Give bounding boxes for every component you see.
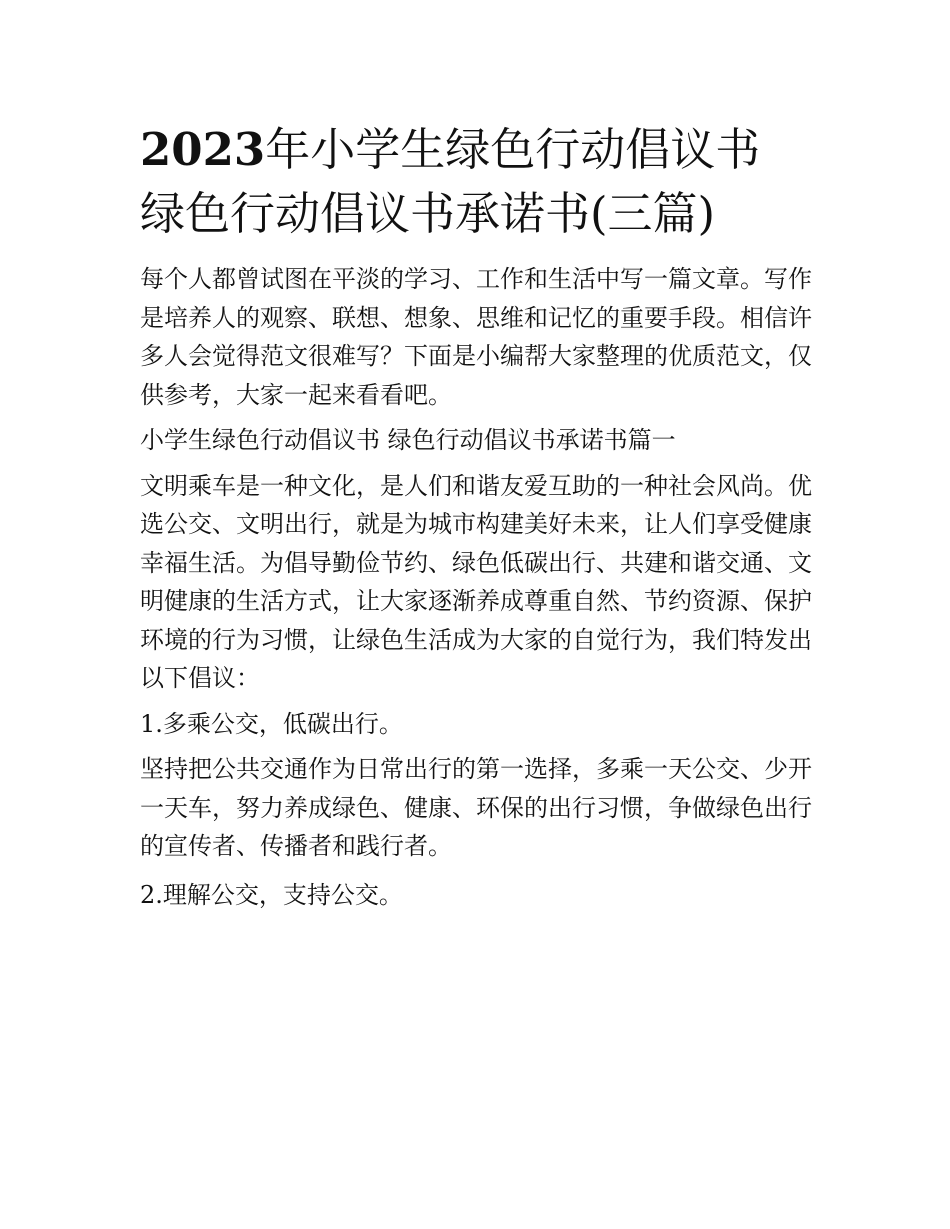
section-heading: 小学生绿色行动倡议书 绿色行动倡议书承诺书篇一 [140, 426, 676, 454]
title-year: 2023 [140, 123, 266, 176]
list-item-heading: 1.多乘公交，低碳出行。 [140, 709, 403, 738]
document-content [140, 118, 812, 914]
list-item-heading: 2.理解公交，支持公交。 [140, 880, 403, 909]
title-line-1 [140, 118, 812, 182]
body-paragraph: 坚持把公共交通作为日常出行的第一选择，多乘一天公交、少开一天车，努力养成绿色、健康、环保的出行习惯，争做绿色出行的宣传者、传播者和践行者。 [140, 755, 812, 860]
title-line-1-text: 年小学生绿色行动倡议书 [265, 123, 761, 176]
intro-paragraph: 每个人都曾试图在平淡的学习、工作和生活中写一篇文章。写作是培养人的观察、联想、想象、思维和记忆的重要手段。相信许多人会觉得范文很难写？下面是小编帮大家整理的优质范文，仅供参考，大家一起来看看吧。 [140, 265, 812, 409]
document-title [140, 118, 812, 246]
body-paragraph: 文明乘车是一种文化，是人们和谐友爱互助的一种社会风尚。优选公交、文明出行，就是为城市构建美好未来，让人们享受健康幸福生活。为倡导勤俭节约、绿色低碳出行、共建和谐交通、文明健康的生活方式，让大家逐渐养成尊重自然、节约资源、保护环境的行为习惯，让绿色生活成为大家的自觉行为，我们特发出以下倡议： [140, 471, 812, 692]
title-line-2: 绿色行动倡议书承诺书(三篇) [140, 187, 716, 240]
